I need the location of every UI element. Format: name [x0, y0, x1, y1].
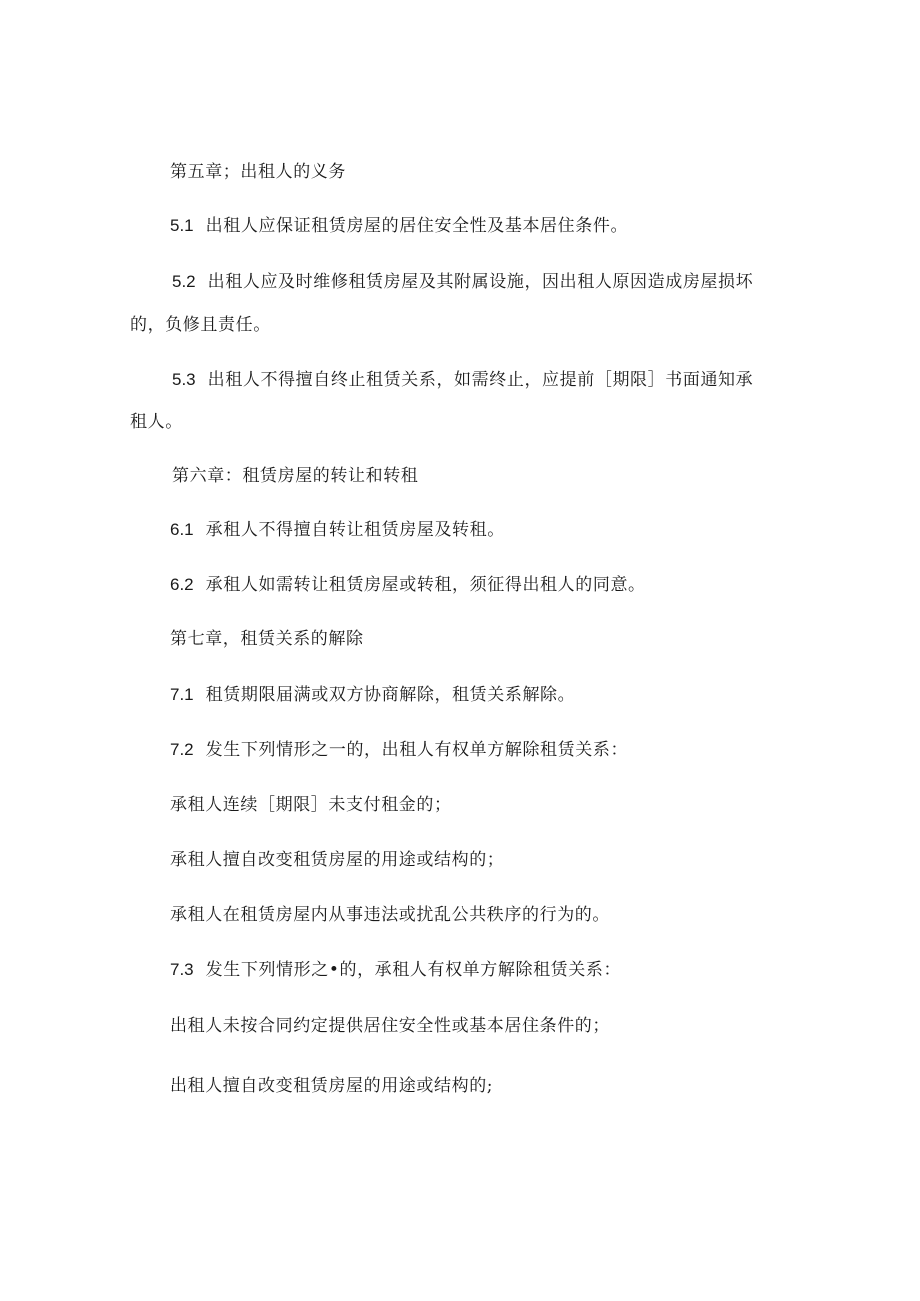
clause-text: 出租人应保证租赁房屋的居住安全性及基本居住条件。	[205, 216, 629, 236]
clause-text: 出租人应及时维修租赁房屋及其附属设施，因出租人原因造成房屋损坏	[207, 272, 754, 292]
clause-5-1	[170, 214, 628, 238]
clause-number: 7.3	[170, 960, 194, 979]
clause-text: 发生下列情形之•的，承租人有权单方解除租赁关系：	[205, 960, 622, 980]
clause-5-2-line-1	[172, 270, 753, 294]
condition-7-2-b: 承租人擅自改变租赁房屋的用途或结构的；	[170, 850, 505, 870]
clause-7-1	[170, 683, 575, 707]
clause-text: 租赁期限届满或双方协商解除，租赁关系解除。	[205, 685, 576, 705]
clause-7-2	[170, 738, 628, 762]
condition-7-2-a: 承租人连续［期限］未支付租金的；	[170, 795, 452, 815]
clause-text: 发生下列情形之一的，出租人有权单方解除租赁关系：	[205, 740, 629, 760]
clause-5-3-line-2: 租人。	[130, 412, 183, 432]
clause-text: 承租人如需转让租赁房屋或转租，须征得出租人的同意。	[205, 575, 646, 595]
clause-text: 承租人不得擅自转让租赁房屋及转租。	[205, 520, 505, 540]
chapter-5-heading: 第五章；出租人的义务	[170, 162, 346, 182]
condition-7-2-c: 承租人在租赁房屋内从事违法或扰乱公共秩序的行为的。	[170, 905, 610, 925]
clause-number: 7.1	[170, 685, 194, 704]
clause-6-1	[170, 518, 505, 542]
clause-6-2	[170, 573, 646, 597]
clause-number: 5.1	[170, 216, 194, 235]
clause-5-2-line-2: 的，负修且责任。	[130, 315, 271, 335]
condition-7-3-b: 出租人擅自改变租赁房屋的用途或结构的;	[170, 1076, 494, 1096]
chapter-6-heading: 第六章：租赁房屋的转让和转租	[172, 466, 419, 486]
condition-7-3-a: 出租人未按合同约定提供居住安全性或基本居住条件的；	[170, 1016, 610, 1036]
clause-number: 5.3	[172, 370, 196, 389]
clause-number: 6.1	[170, 520, 194, 539]
chapter-7-heading: 第七章，租赁关系的解除	[170, 629, 364, 649]
clause-number: 5.2	[172, 272, 196, 291]
clause-5-3-line-1	[172, 368, 753, 392]
clause-number: 6.2	[170, 575, 194, 594]
clause-text: 出租人不得擅自终止租赁关系，如需终止，应提前［期限］书面通知承	[207, 370, 754, 390]
clause-number: 7.2	[170, 740, 194, 759]
clause-7-3	[170, 958, 621, 982]
